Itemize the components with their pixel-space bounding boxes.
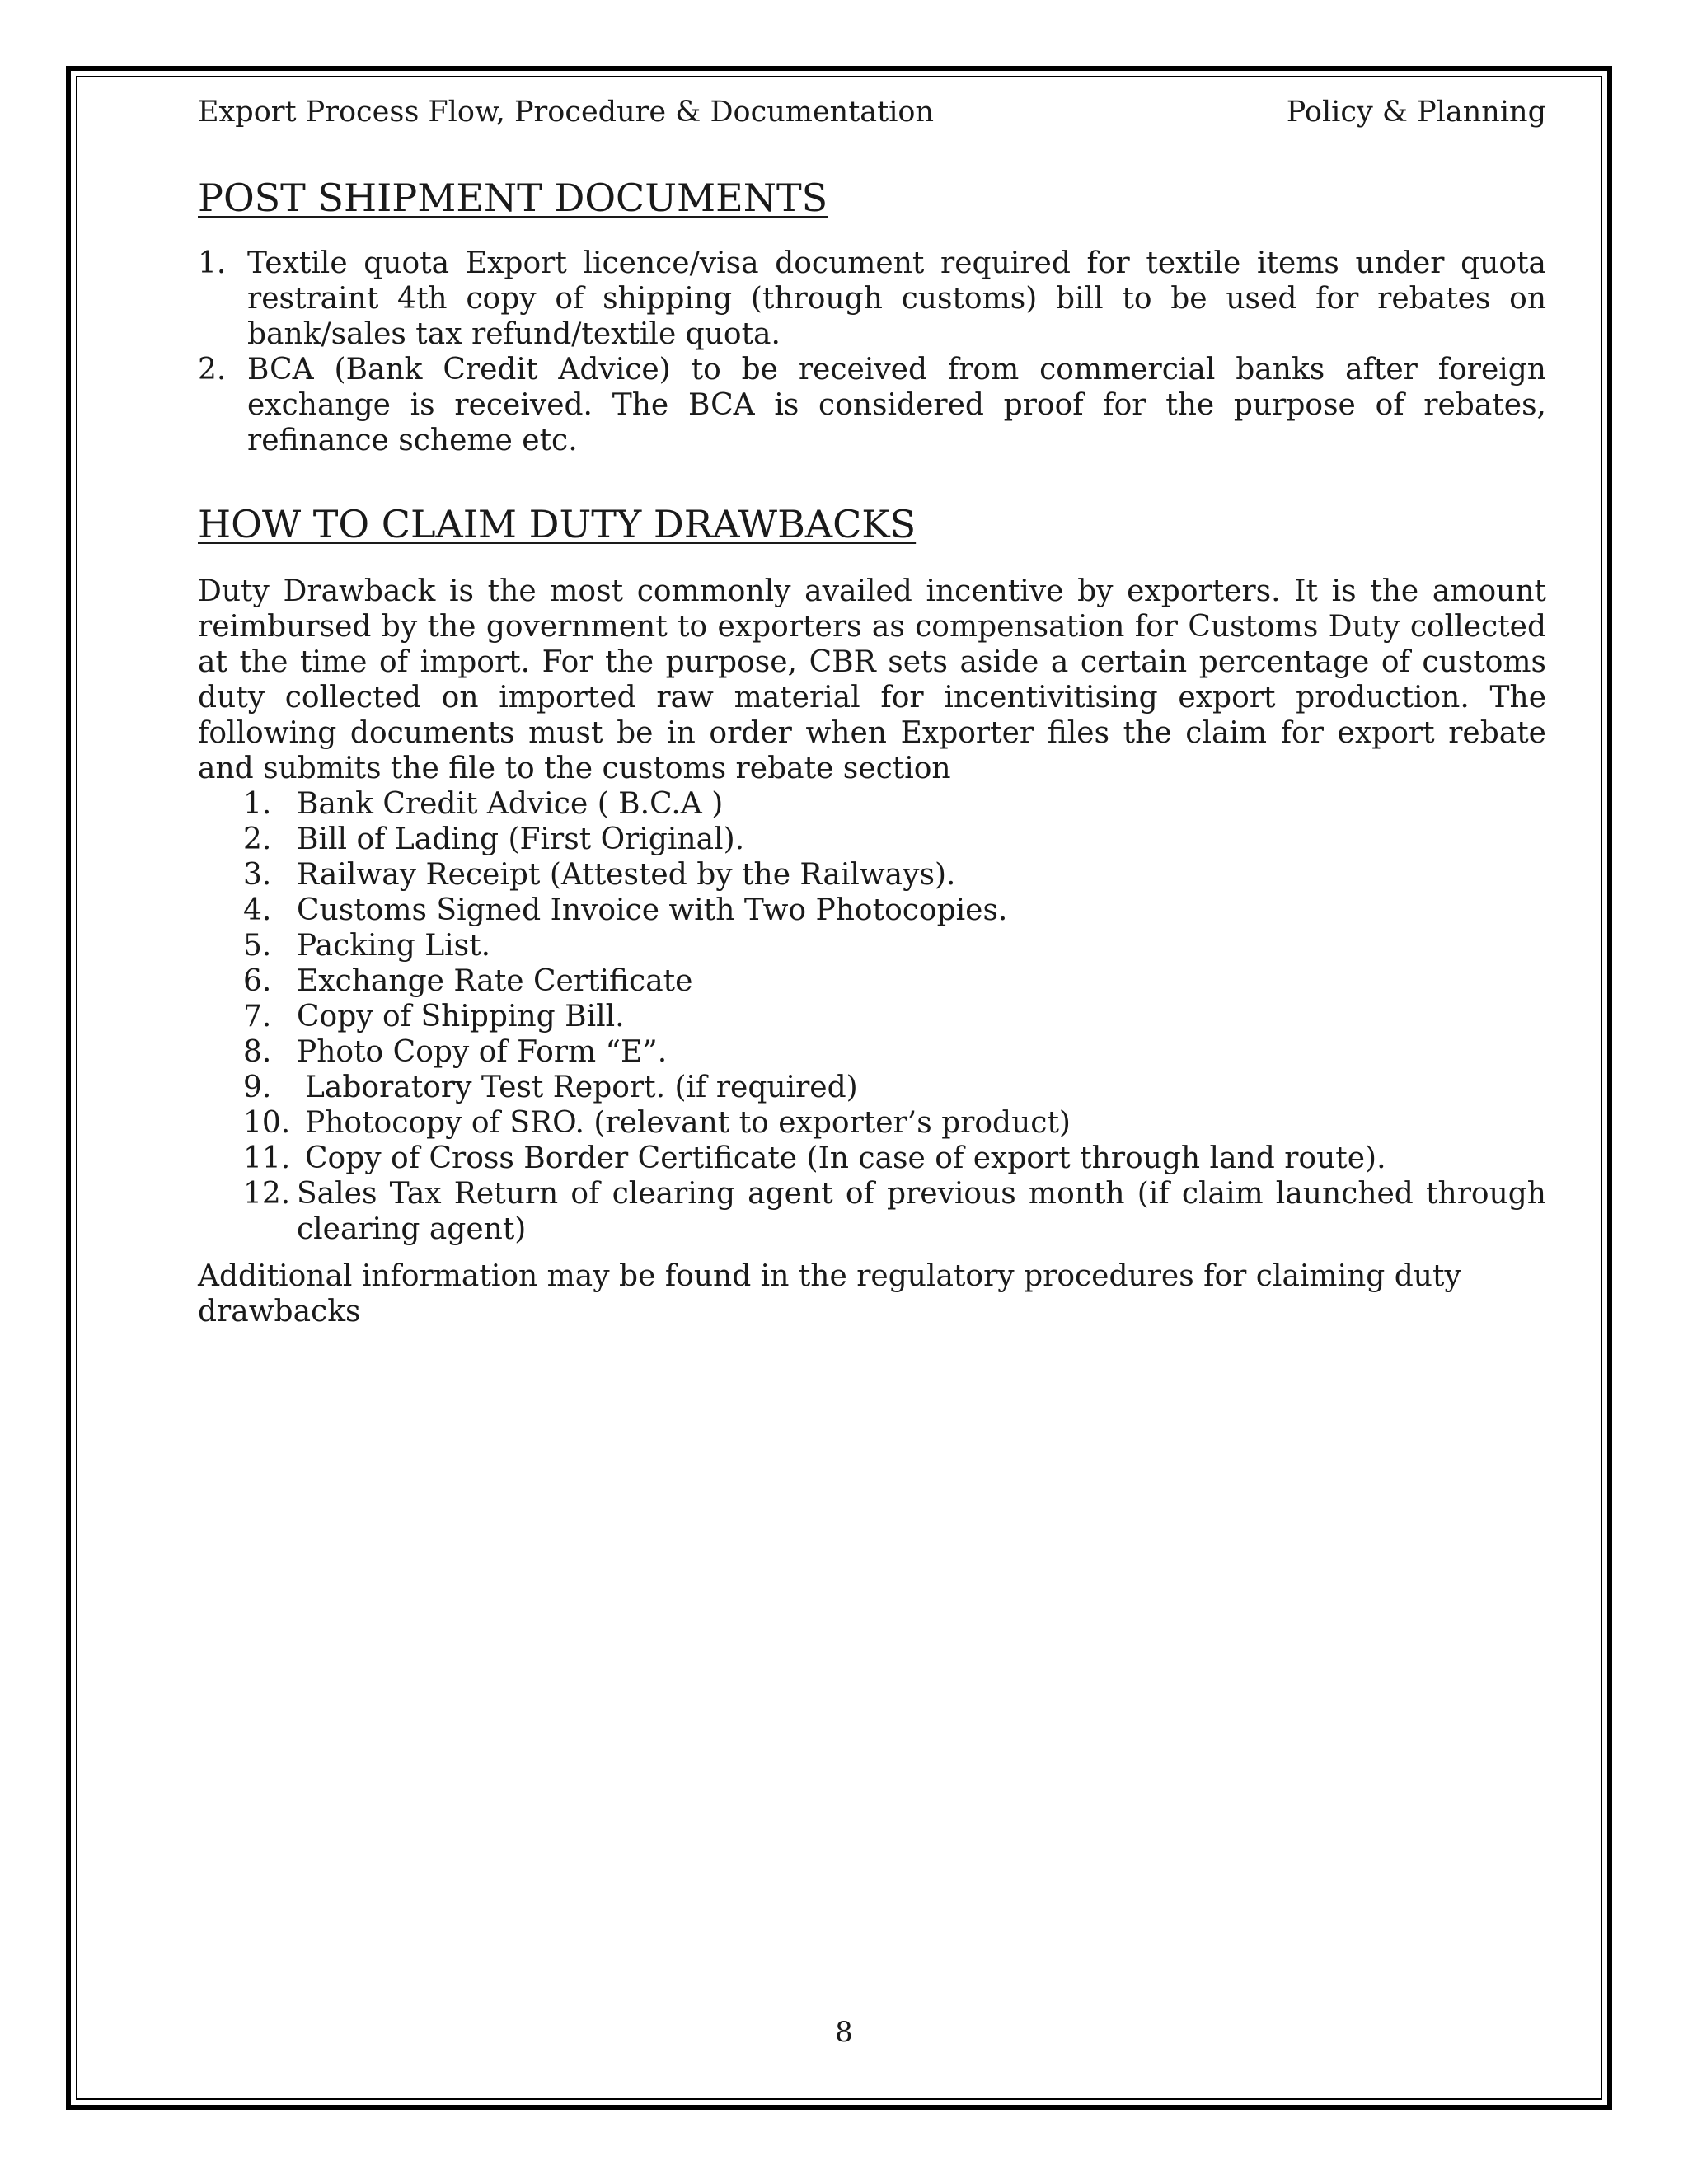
list-item	[198, 893, 1546, 928]
post-shipment-list	[198, 246, 1546, 458]
list-item-text: Bill of Lading (First Original).	[297, 823, 745, 856]
list-item-number: 11.	[243, 1141, 291, 1175]
list-item-text: Customs Signed Invoice with Two Photocopies.	[297, 893, 1008, 927]
list-item	[198, 1034, 1546, 1070]
list-item-number: 7.	[243, 1000, 272, 1033]
list-item	[198, 352, 1546, 458]
list-item-text: Packing List.	[297, 929, 491, 963]
list-item-text: Laboratory Test Report. (if required)	[305, 1071, 858, 1104]
list-item-number: 6.	[243, 964, 272, 998]
duty-drawbacks-intro: Duty Drawback is the most commonly availed incentive by exporters. It is the amount reimbursed by the government to exporters as compensation for Customs Duty collected at the time of import. For the purpose, CBR sets aside a certain percentage of customs duty collected on imported raw material for incentivitising export production. The following documents must be in order when Exporter files the claim for export rebate and submits the file to the customs rebate section	[198, 574, 1546, 785]
header-section: Policy & Planning	[1286, 96, 1546, 129]
list-item-text: Copy of Cross Border Certificate (In case of export through land route).	[305, 1141, 1386, 1175]
list-item-text: Exchange Rate Certificate	[297, 964, 693, 998]
list-item-text: Sales Tax Return of clearing agent of previous month (if claim launched through clearing agent)	[297, 1177, 1546, 1246]
page-number: 8	[835, 2016, 853, 2049]
list-item-text: Copy of Shipping Bill.	[297, 1000, 625, 1033]
list-item-number: 2.	[243, 823, 272, 856]
duty-drawbacks-heading: HOW TO CLAIM DUTY DRAWBACKS	[198, 502, 917, 546]
required-documents-list	[198, 786, 1546, 1247]
list-item-number: 8.	[243, 1035, 272, 1069]
list-item-number: 12.	[243, 1177, 291, 1211]
list-item-text: Bank Credit Advice ( B.C.A )	[297, 787, 724, 821]
page-content	[198, 92, 1546, 1329]
list-item	[198, 1176, 1546, 1247]
list-item	[198, 822, 1546, 857]
list-item-text: Textile quota Export licence/visa document required for textile items under quota restraint 4th copy of shipping (through customs) bill to be used for rebates on bank/sales tax refund/textile quota.	[247, 246, 1546, 351]
header-title: Export Process Flow, Procedure & Documentation	[198, 96, 934, 129]
list-item-number: 1.	[243, 787, 272, 821]
list-item	[198, 857, 1546, 893]
list-item	[198, 246, 1546, 352]
list-item	[198, 1070, 1546, 1105]
list-item-text: Photo Copy of Form “E”.	[297, 1035, 668, 1069]
post-shipment-heading: POST SHIPMENT DOCUMENTS	[198, 176, 828, 220]
list-item-text: Photocopy of SRO. (relevant to exporter’s product)	[305, 1106, 1071, 1140]
closing-note: Additional information may be found in the regulatory procedures for claiming duty drawbacks	[198, 1259, 1461, 1329]
list-item-number: 9.	[243, 1071, 272, 1104]
list-item-number: 10.	[243, 1106, 291, 1140]
list-item-text: Railway Receipt (Attested by the Railways).	[297, 858, 956, 892]
list-item-text: BCA (Bank Credit Advice) to be received from commercial banks after foreign exchange is received. The BCA is considered proof for the purpose of rebates, refinance scheme etc.	[247, 353, 1546, 457]
running-header	[198, 92, 1546, 132]
list-item-number: 5.	[243, 929, 272, 963]
list-item	[198, 928, 1546, 963]
list-item	[198, 963, 1546, 999]
list-item	[198, 1141, 1546, 1176]
list-item-number: 2.	[198, 353, 227, 387]
list-item	[198, 999, 1546, 1034]
list-item	[198, 786, 1546, 822]
list-item-number: 1.	[198, 246, 227, 280]
list-item-number: 3.	[243, 858, 272, 892]
list-item	[198, 1105, 1546, 1141]
list-item-number: 4.	[243, 893, 272, 927]
